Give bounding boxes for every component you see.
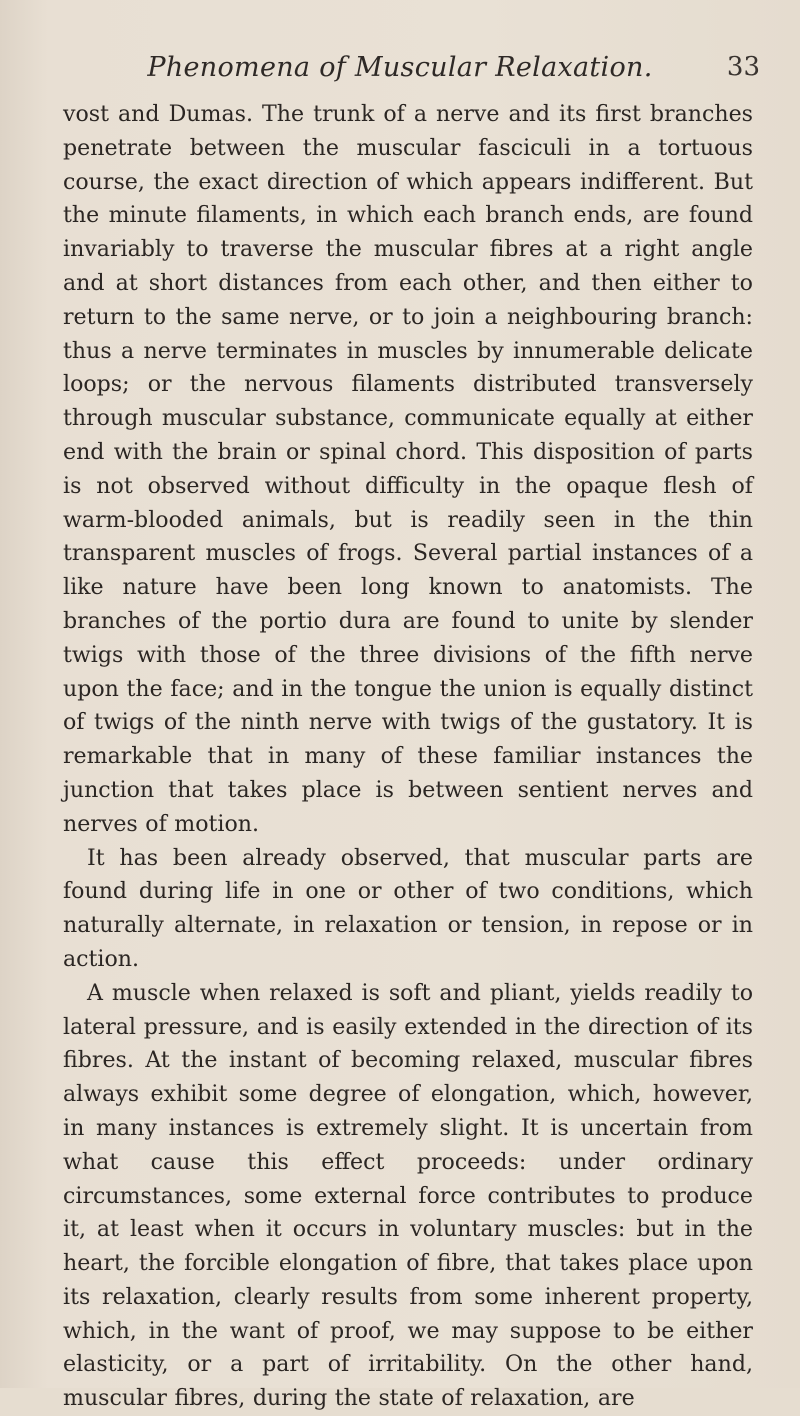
running-title: Phenomena of Muscular Relaxation. (147, 52, 653, 83)
page-header (0, 52, 800, 92)
page-number: 33 (726, 52, 760, 82)
paragraph-relaxed-muscle: A muscle when relaxed is soft and pliant, yields readily to lateral pressure, and is easily extended in the direction of its fibres. At the instant of becoming relaxed, muscular fibres always exhibit some degree of elongation, which, however, in many instances is extremely slight. It is uncertain from what cause this effect proceeds: under ordinary circumstances, some external force contributes to produce it, at least when it occurs in voluntary muscles: but in the heart, the forcible elongation of fibre, that takes place upon its relaxation, clearly results from some inherent property, which, in the want of proof, we may suppose to be either elasticity, or a part of irritability. On the other hand, muscular fibres, during the state of relaxation, are (63, 979, 753, 1412)
paragraph-muscular-conditions: It has been already observed, that muscular parts are found during life in one or other of two conditions, which naturally alternate, in relaxation or tension, in repose or in action. (63, 844, 753, 972)
page-body (63, 98, 753, 1416)
paragraph-continued: vost and Dumas. The trunk of a nerve and its first branches penetrate between the muscular fasciculi in a tortuous course, the exact direction of which appears indifferent. But the minute filaments, in which each branch ends, are found invariably to traverse the muscular fibres at a right angle and at short distances from each other, and then either to return to the same nerve, or to join a neighbouring branch: thus a nerve terminates in muscles by innumerable delicate loops; or the nervous filaments distributed transversely through muscular substance, communicate equally at either end with the brain or spinal chord. This disposition of parts is not observed without difficulty in the opaque flesh of warm-blooded animals, but is readily seen in the thin transparent muscles of frogs. Several partial instances of a like nature have been long known to anatomists. The branches of the portio dura are found to unite by slender twigs with those of the three divisions of the fifth nerve upon the face; and in the tongue the union is equally distinct of twigs of the ninth nerve with twigs of the gustatory. It is remarkable that in many of these familiar instances the junction that takes place is between sentient nerves and nerves of motion. (63, 101, 753, 837)
